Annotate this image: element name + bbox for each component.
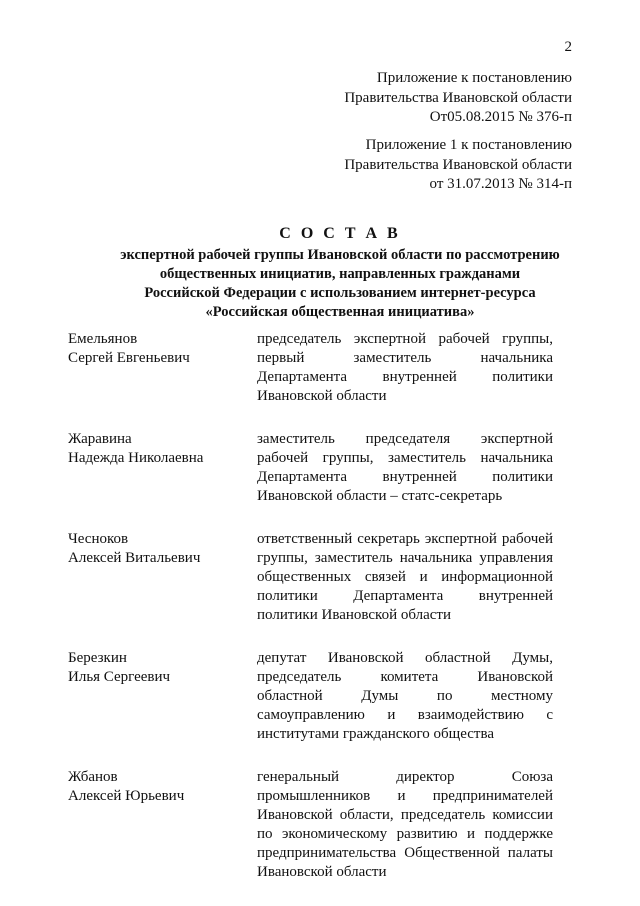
appendix-current-line-2: Правительства Ивановской области bbox=[344, 89, 572, 106]
member-role bbox=[257, 649, 553, 744]
member-given-names: Алексей Юрьевич bbox=[68, 788, 185, 804]
member-name bbox=[68, 649, 257, 744]
role-line: общественных связей и информационной bbox=[257, 569, 553, 585]
member-role bbox=[257, 330, 553, 406]
appendix-previous-line-1: Приложение 1 к постановлению bbox=[365, 137, 572, 153]
subtitle-line: экспертной рабочей группы Ивановской области по рассмотрению bbox=[120, 247, 560, 263]
member-role bbox=[257, 430, 553, 506]
document-subtitle bbox=[60, 246, 620, 322]
member-role bbox=[257, 530, 553, 625]
member-name bbox=[68, 330, 257, 406]
member-entry bbox=[68, 430, 553, 506]
role-line: политики Ивановской области bbox=[257, 607, 451, 623]
member-entry bbox=[68, 649, 553, 744]
appendix-current-header bbox=[344, 69, 572, 128]
role-line: заместитель председателя экспертной bbox=[257, 431, 553, 447]
member-role bbox=[257, 768, 553, 882]
role-line: рабочей группы, заместитель начальника bbox=[257, 450, 553, 466]
role-line: Департамента внутренней политики bbox=[257, 469, 553, 485]
appendix-previous-header bbox=[344, 136, 572, 195]
role-line: председатель комитета Ивановской bbox=[257, 669, 553, 685]
role-line: генеральный директор Союза bbox=[257, 769, 553, 785]
member-surname: Жаравина bbox=[68, 431, 132, 447]
role-line: предпринимательства Общественной палаты bbox=[257, 845, 553, 861]
role-line: Ивановской области bbox=[257, 864, 387, 880]
subtitle-line: общественных инициатив, направленных гражданами bbox=[159, 266, 521, 282]
member-entry bbox=[68, 530, 553, 625]
role-line: Ивановской области – статс-секретарь bbox=[257, 488, 503, 504]
member-given-names: Илья Сергеевич bbox=[68, 669, 171, 685]
role-line: Ивановской области bbox=[257, 388, 387, 404]
member-name bbox=[68, 430, 257, 506]
member-surname: Емельянов bbox=[68, 331, 138, 347]
document-title: С О С Т А В bbox=[279, 225, 401, 242]
page-number: 2 bbox=[564, 39, 572, 55]
role-line: первый заместитель начальника bbox=[257, 350, 553, 366]
role-line: ответственный секретарь экспертной рабочей bbox=[257, 531, 553, 547]
member-entry bbox=[68, 768, 553, 882]
appendix-current-line-1: Приложение к постановлению bbox=[376, 70, 572, 86]
role-line: Департамента внутренней политики bbox=[257, 369, 553, 385]
subtitle-line: «Российская общественная инициатива» bbox=[205, 304, 475, 320]
member-given-names: Алексей Витальевич bbox=[68, 550, 201, 566]
member-surname: Чесноков bbox=[68, 531, 129, 547]
role-line: группы, заместитель начальника управления bbox=[257, 550, 553, 566]
member-surname: Березкин bbox=[68, 650, 127, 666]
role-line: самоуправлению и взаимодействию с bbox=[257, 707, 553, 723]
member-given-names: Надежда Николаевна bbox=[68, 450, 204, 466]
appendix-current-line-3: От05.08.2015 № 376-п bbox=[429, 109, 572, 125]
role-line: председатель экспертной рабочей группы, bbox=[257, 331, 553, 347]
members-list bbox=[68, 330, 553, 906]
role-line: Ивановской области, председатель комиссии bbox=[257, 807, 553, 823]
member-entry bbox=[68, 330, 553, 406]
document-title-block bbox=[60, 224, 620, 322]
role-line: областной Думы по местному bbox=[257, 688, 553, 704]
role-line: политики Департамента внутренней bbox=[257, 588, 553, 604]
role-line: промышленников и предпринимателей bbox=[257, 788, 553, 804]
role-line: по экономическому развитию и поддержке bbox=[257, 826, 553, 842]
role-line: институтами гражданского общества bbox=[257, 726, 494, 742]
appendix-previous-line-3: от 31.07.2013 № 314-п bbox=[429, 176, 572, 192]
member-name bbox=[68, 768, 257, 882]
member-surname: Жбанов bbox=[68, 769, 118, 785]
subtitle-line: Российской Федерации с использованием интернет-ресурса bbox=[144, 285, 536, 301]
role-line: депутат Ивановской областной Думы, bbox=[257, 650, 553, 666]
appendix-previous-line-2: Правительства Ивановской области bbox=[344, 156, 572, 173]
member-name bbox=[68, 530, 257, 625]
member-given-names: Сергей Евгеньевич bbox=[68, 350, 190, 366]
